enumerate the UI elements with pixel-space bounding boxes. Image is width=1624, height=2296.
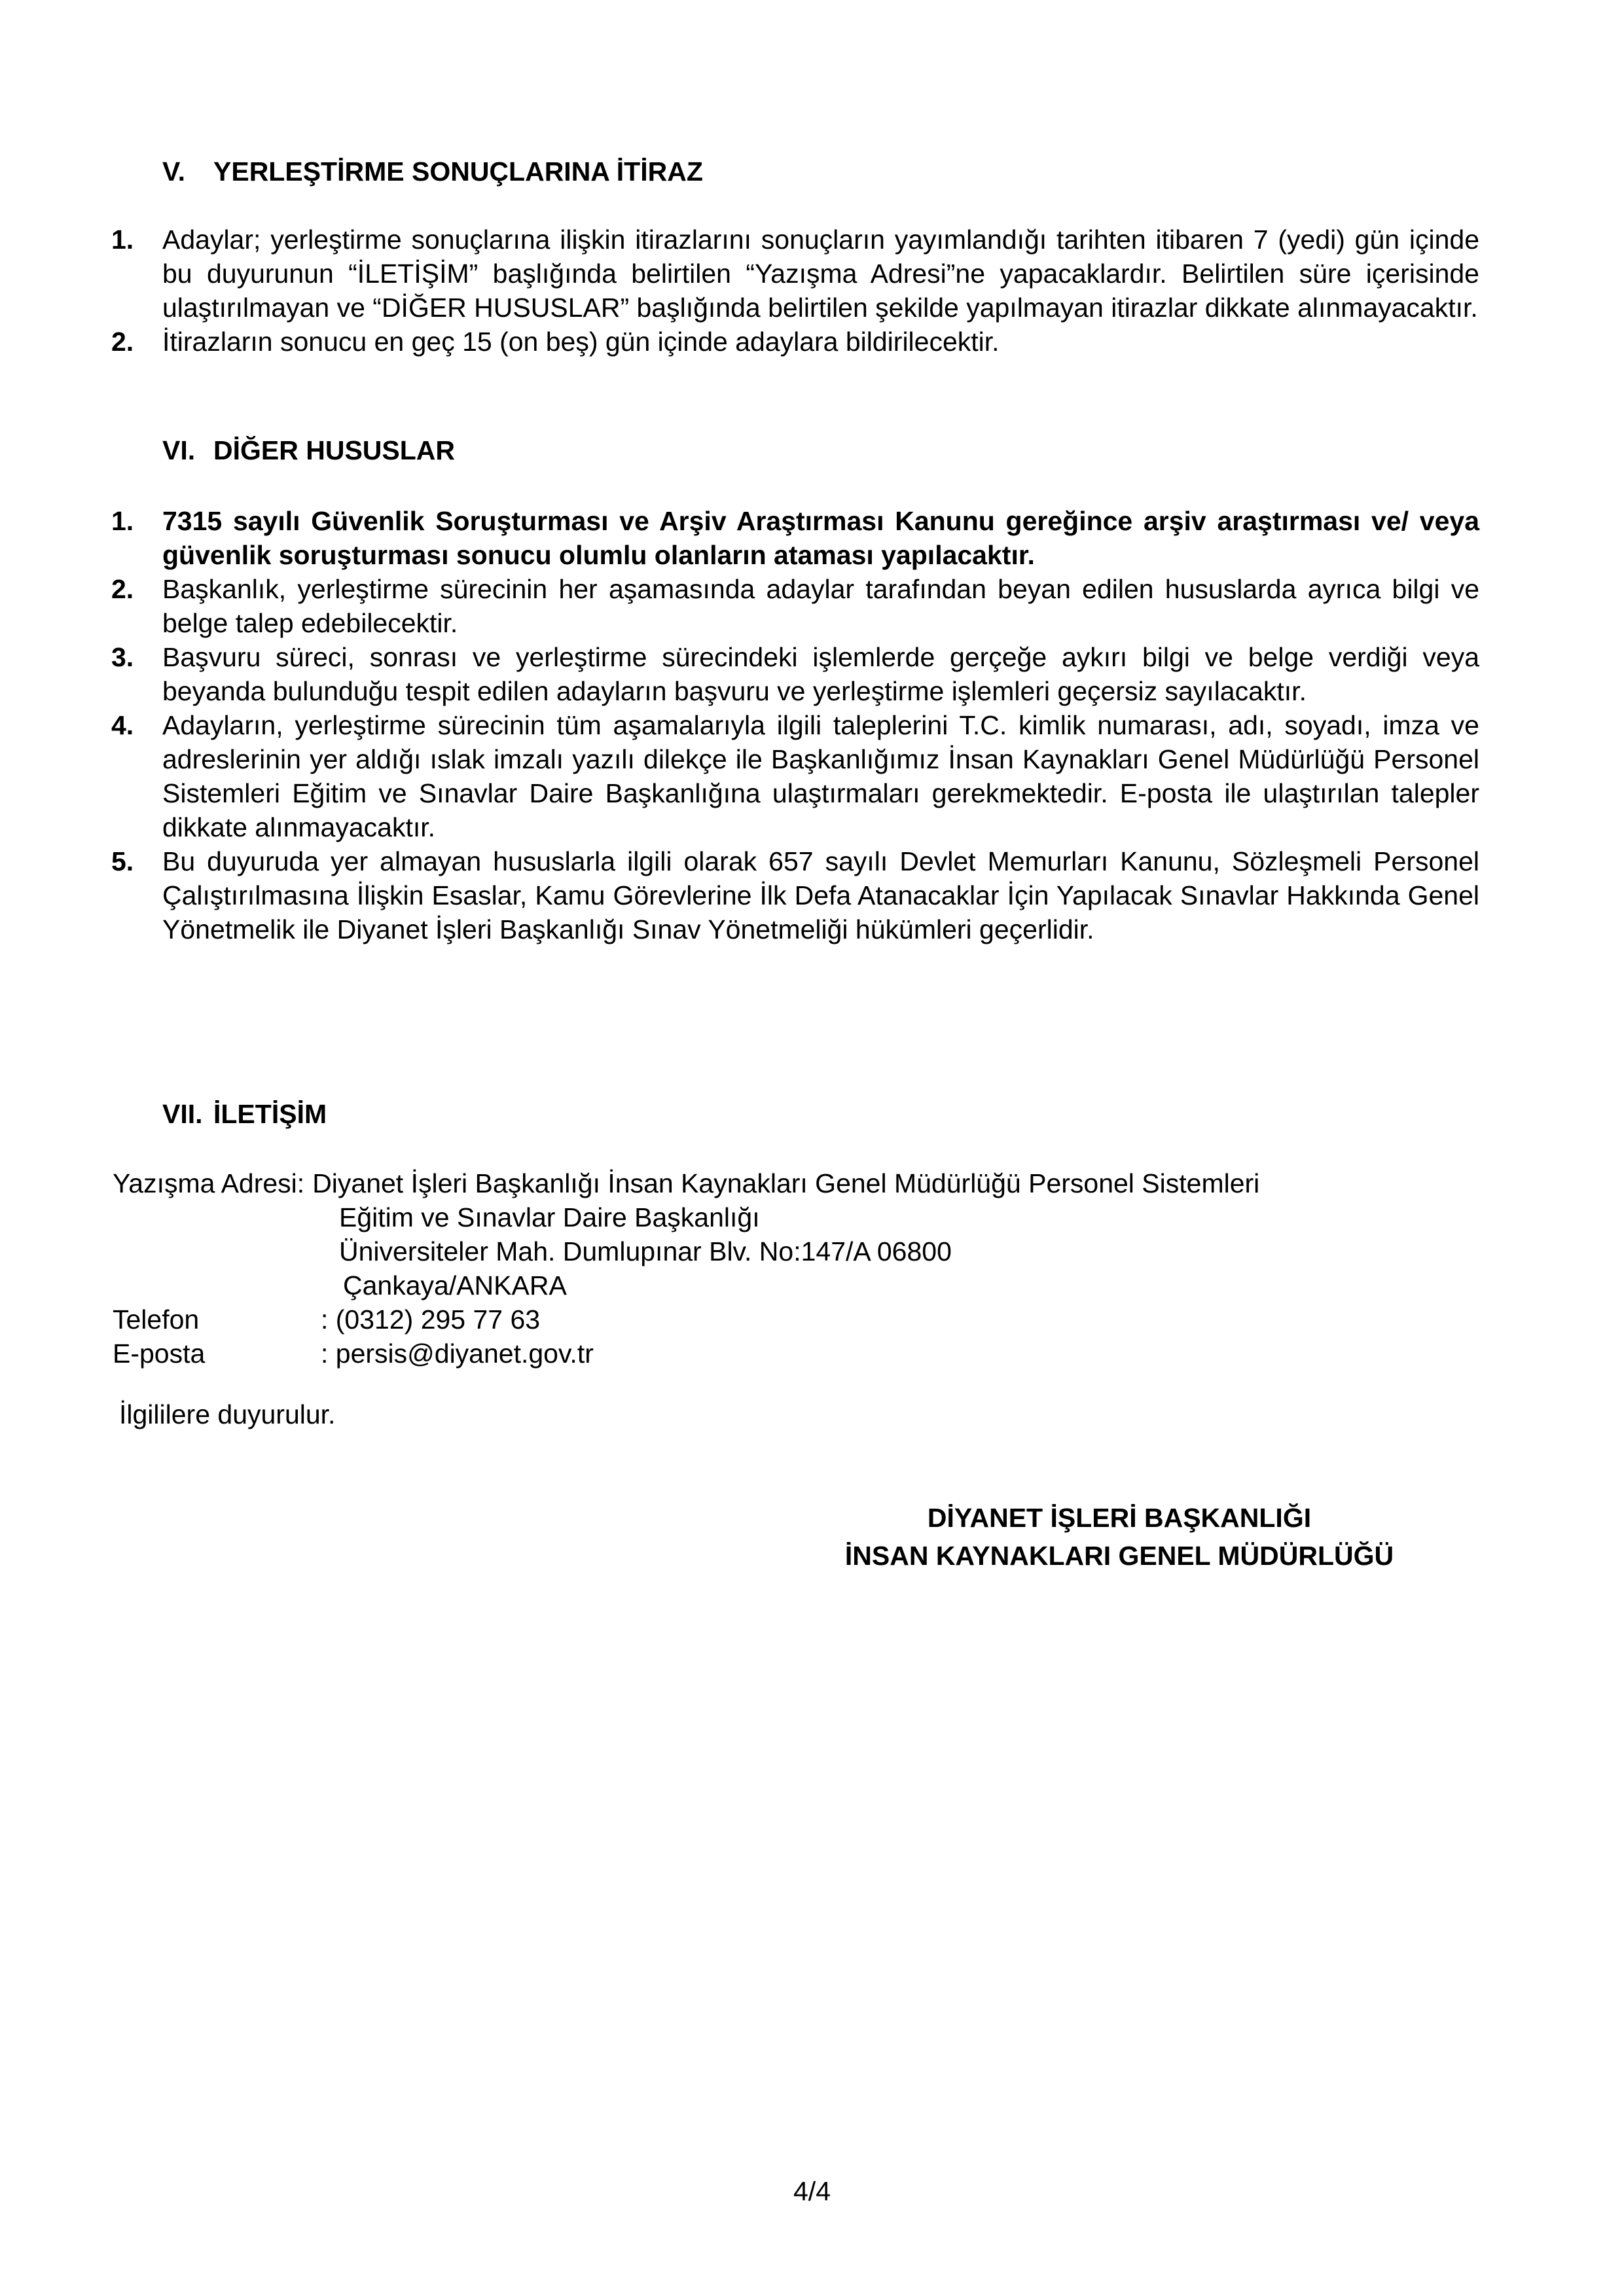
section-number: V. bbox=[162, 156, 185, 187]
address-line: Eğitim ve Sınavlar Daire Başkanlığı bbox=[339, 1202, 760, 1232]
section-heading-other-matters bbox=[162, 433, 455, 467]
phone-label: Telefon bbox=[113, 1304, 200, 1335]
objection-list bbox=[111, 223, 1479, 359]
list-item: 1. 7315 sayılı Güvenlik Soruşturması ve Arşiv Araştırması Kanunu gereğince arşiv araştırması ve/ veya güvenlik soruşturması sonucu olumlu olanların ataması yapılacaktır. bbox=[111, 506, 1479, 570]
signature-line: İNSAN KAYNAKLARI GENEL MÜDÜRLÜĞÜ bbox=[844, 1541, 1394, 1571]
section-title: İLETİŞİM bbox=[213, 1099, 327, 1129]
contact-block bbox=[113, 1166, 1259, 1371]
address-label: Yazışma Adresi: bbox=[113, 1168, 305, 1198]
signature-block bbox=[785, 1499, 1453, 1575]
list-item: 1. Adaylar; yerleştirme sonuçlarına ilişkin itirazlarını sonuçların yayımlandığı tarihten itibaren 7 (yedi) gün içinde bu duyurunun “İLETİŞİM” başlığında belirtilen “Yazışma Adresi”ne yapacaklardır. Belirtilen süre içerisinde ulaştırılmayan ve “DİĞER HUSUSLAR” başlığında belirtilen şekilde yapılmayan itirazlar dikkate alınmayacaktır. bbox=[111, 224, 1479, 323]
list-item: 2. İtirazların sonucu en geç 15 (on beş) gün içinde adaylara bildirilecektir. bbox=[111, 327, 1000, 357]
section-number: VII. bbox=[162, 1099, 203, 1129]
address-row bbox=[113, 1166, 1259, 1200]
list-item: 2. Başkanlık, yerleştirme sürecinin her aşamasında adaylar tarafından beyan edilen hususlarda ayrıca bilgi ve belge talep edebilecektir. bbox=[111, 574, 1479, 638]
closing-note: İlgililere duyurulur. bbox=[119, 1399, 336, 1429]
section-number: VI. bbox=[162, 435, 196, 465]
address-line: Çankaya/ANKARA bbox=[343, 1270, 567, 1300]
signature-line: DİYANET İŞLERİ BAŞKANLIĞI bbox=[927, 1503, 1312, 1533]
phone-value: : (0312) 295 77 63 bbox=[321, 1304, 541, 1335]
list-item: 3. Başvuru süreci, sonrası ve yerleştirme sürecindeki işlemlerde gerçeğe aykırı bilgi ve belge verdiği veya beyanda bulunduğu tespit edilen adayların başvuru ve yerleştirme işlemleri geçersiz sayılacaktır. bbox=[111, 642, 1479, 706]
section-heading-contact bbox=[162, 1097, 327, 1131]
section-heading-objection bbox=[162, 154, 703, 188]
address-line: Diyanet İşleri Başkanlığı İnsan Kaynakları Genel Müdürlüğü Personel Sistemleri bbox=[312, 1168, 1260, 1198]
section-title: DİĞER HUSUSLAR bbox=[213, 435, 456, 465]
email-label: E-posta bbox=[113, 1338, 206, 1369]
address-line: Üniversiteler Mah. Dumlupınar Blv. No:147/A 06800 bbox=[339, 1236, 952, 1266]
email-value: : persis@diyanet.gov.tr bbox=[321, 1338, 594, 1369]
phone-row bbox=[113, 1302, 1259, 1336]
other-matters-list bbox=[111, 504, 1479, 946]
section-title: YERLEŞTİRME SONUÇLARINA İTİRAZ bbox=[213, 156, 703, 187]
email-row bbox=[113, 1336, 1259, 1371]
list-item: 4. Adayların, yerleştirme sürecinin tüm aşamalarıyla ilgili taleplerini T.C. kimlik numarası, adı, soyadı, imza ve adreslerinin yer aldığı ıslak imzalı yazılı dilekçe ile Başkanlığımız İnsan Kaynakları Genel Müdürlüğü Personel Sistemleri Eğitim ve Sınavlar Daire Başkanlığına ulaştırmaları gerekmektedir. E-posta ile ulaştırılan talepler dikkate alınmayacaktır. bbox=[111, 710, 1479, 842]
page-number: 4/4 bbox=[793, 2176, 831, 2206]
list-item: 5. Bu duyuruda yer almayan hususlarla ilgili olarak 657 sayılı Devlet Memurları Kanunu, Sözleşmeli Personel Çalıştırılmasına İlişkin Esaslar, Kamu Görevlerine İlk Defa Atanacaklar İçin Yapılacak Sınavlar Hakkında Genel Yönetmelik ile Diyanet İşleri Başkanlığı Sınav Yönetmeliği hükümleri geçerlidir. bbox=[111, 846, 1479, 944]
